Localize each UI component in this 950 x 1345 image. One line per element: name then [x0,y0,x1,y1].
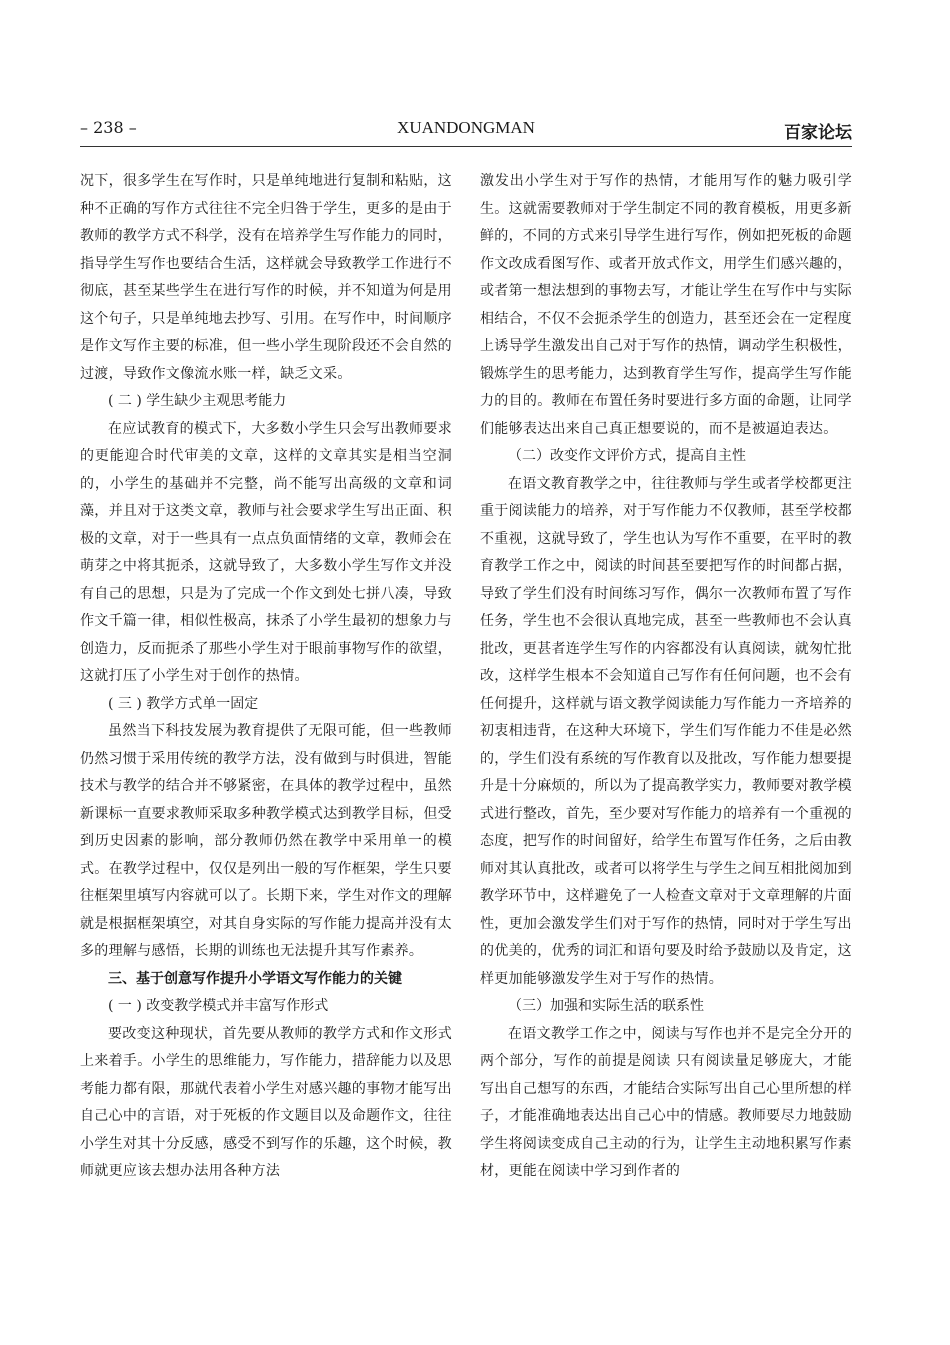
right-column [480,168,852,1186]
subheading: （三）加强和实际生活的联系性 [508,998,704,1014]
subheading: ( 二 ) 学生缺少主观思考能力 [108,393,287,409]
subheading: ( 一 ) 改变教学模式并丰富写作形式 [108,998,329,1014]
subheading: （二）改变作文评价方式，提高自主性 [508,448,746,464]
paragraph: 激发出小学生对于写作的热情，才能用写作的魅力吸引学生。这就需要教师对于学生制定不同的教育模板，用更多新鲜的，不同的方式来引导学生进行写作，例如把死板的命题作文改成看图写作、或者开放式作文，用学生们感兴趣的，或者第一想法想到的事物去写，才能让学生在写作中与实际相结合，不仅不会扼杀学生的创造力，甚至还会在一定程度上诱导学生激发出自己对于写作的热情，调动学生积极性，锻炼学生的思考能力，达到教育学生写作，提高学生写作能力的目的。教师在布置任务时要进行多方面的命题，让同学们能够表达出来自己真正想要说的，而不是被逼迫表达。 [480,173,852,437]
paragraph: 况下，很多学生在写作时，只是单纯地进行复制和粘贴，这种不正确的写作方式往往不完全归咎于学生，更多的是由于教师的教学方式不科学，没有在培养学生写作能力的同时，指导学生写作也要结合生活，这样就会导致教学工作进行不彻底，甚至某些学生在进行写作的时候，并不知道为何是用这个句子，只是单纯地去抄写、引用。在写作中，时间顺序是作文写作主要的标准，但一些小学生现阶段还不会自然的过渡，导致作文像流水账一样，缺乏文采。 [80,173,452,382]
left-column [80,168,452,1186]
section-title: 百家论坛 [784,123,852,143]
paragraph: 在语文教育教学之中，往往教师与学生或者学校都更注重于阅读能力的培养，对于写作能力不仅教师，甚至学校都不重视，这就导致了，学生也认为写作不重要，在平时的教育教学工作之中，阅读的时间甚至要把写作的时间都占据，导致了学生们没有时间练习写作，偶尔一次教师布置了写作任务，学生也不会很认真地完成，甚至一些教师也不会认真批改，更甚者连学生写作的内容都没有认真阅读，就匆忙批改，这样学生根本不会知道自己写作有任何问题，也不会有任何提升，这样就与语文教学阅读能力写作能力一齐培养的初衷相违背，在这种大环境下，学生们写作能力不佳是必然的，学生们没有系统的写作教育以及批改，写作能力想要提升是十分麻烦的，所以为了提高教学实力，教师要对教学模式进行整改，首先，至少要对写作能力的培养有一个重视的态度，把写作的时间留好，给学生布置写作任务，之后由教师对其认真批改，或者可以将学生与学生之间互相批阅加到教学环节中，这样避免了一人检查文章对于文章理解的片面性，更加会激发学生们对于写作的热情，同时对于学生写出的优美的，优秀的词汇和语句要及时给予鼓励以及肯定，这样更加能够激发学生对于写作的热情。 [480,475,852,987]
paragraph: 在应试教育的模式下，大多数小学生只会写出教师要求的更能迎合时代审美的文章，这样的文章其实是相当空洞的，小学生的基础并不完整，尚不能写出高级的文章和词藻，并且对于这类文章，教师与社会要求学生写出正面、积极的文章，对于一些具有一点点负面情绪的文章，教师会在萌芽之中将其扼杀，这就导致了，大多数小学生写作文并没有自己的思想，只是为了完成一个作文到处七拼八凑，导致作文千篇一律，相似性极高，抹杀了小学生最初的想象力与创造力，反而扼杀了那些小学生对于眼前事物写作的欲望，这就打压了小学生对于创作的热情。 [80,420,452,684]
paragraph: 要改变这种现状，首先要从教师的教学方式和作文形式上来着手。小学生的思维能力，写作能力，措辞能力以及思考能力都有限，那就代表着小学生对感兴趣的事物才能写出自己心中的言语，对于死板的作文题目以及命题作文，往往小学生对其十分反感，感受不到写作的乐趣，这个时候，教师就更应该去想办法用各种方法 [80,1025,452,1179]
header-rule [80,146,852,147]
paragraph: 在语文教学工作之中，阅读与写作也并不是完全分开的两个部分，写作的前提是阅读 只有阅读量足够庞大，才能写出自己想写的东西，才能结合实际写出自己心里所想的样子，才能准确地表达出自己心中的情感。教师要尽力地鼓励学生将阅读变成自己主动的行为，让学生主动地积累写作素材，更能在阅读中学习到作者的 [480,1025,852,1179]
page-number: – 238 – [80,118,137,137]
journal-name: XUANDONGMAN [397,118,535,137]
section-heading: 三、基于创意写作提升小学语文写作能力的关键 [108,970,402,987]
page-header [80,118,852,146]
subheading: ( 三 ) 教学方式单一固定 [108,695,259,712]
paragraph: 虽然当下科技发展为教育提供了无限可能，但一些教师仍然习惯于采用传统的教学方法，没有做到与时俱进，智能技术与教学的结合并不够紧密，在具体的教学过程中，虽然新课标一直要求教师采取多种教学模式达到教学目标，但受到历史因素的影响，部分教师仍然在教学中采用单一的模式。在教学过程中，仅仅是列出一般的写作框架，学生只要往框架里填写内容就可以了。长期下来，学生对作文的理解就是根据框架填空，对其自身实际的写作能力提高并没有太多的理解与感悟，长期的训练也无法提升其写作素养。 [80,723,452,959]
